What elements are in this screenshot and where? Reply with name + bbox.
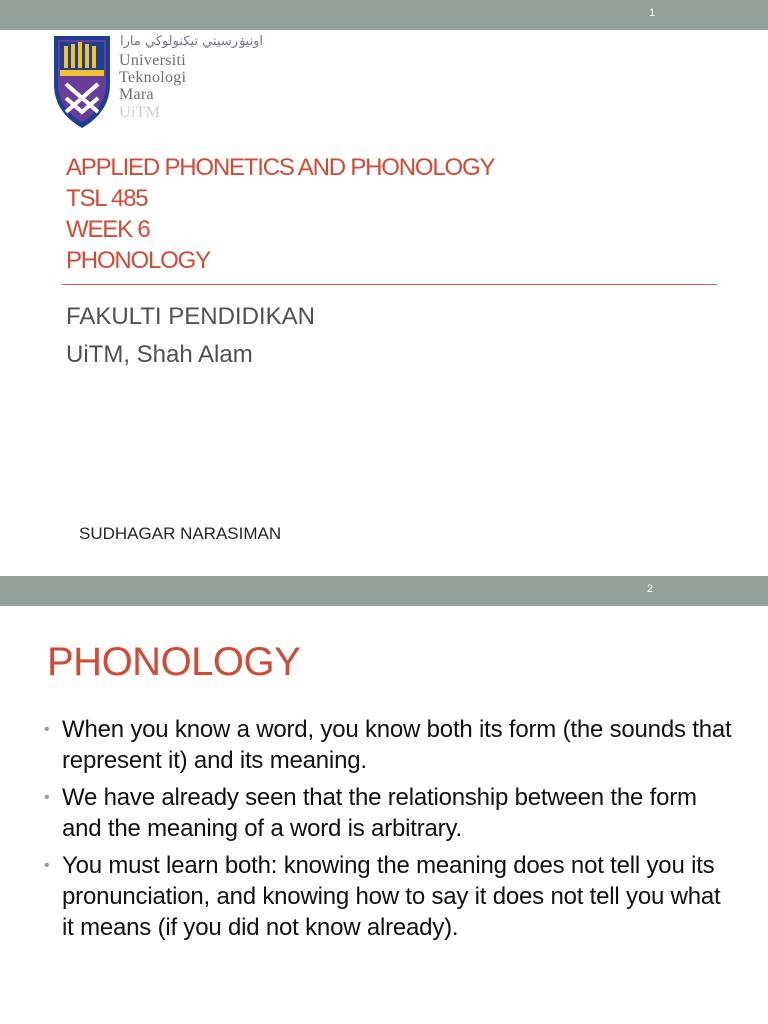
bullet-icon: •: [44, 857, 50, 874]
logo-text-line: Mara: [119, 86, 154, 103]
slide-title: [66, 152, 494, 276]
logo-text-line: UiTM: [119, 104, 161, 121]
title-line: WEEK 6: [66, 216, 150, 243]
bullet-icon: •: [44, 789, 50, 806]
title-divider: [62, 284, 717, 285]
title-line: PHONOLOGY: [66, 247, 210, 274]
slide-subtitle: [66, 298, 315, 374]
bullet-list: [44, 714, 734, 949]
university-logo: [50, 32, 264, 132]
logo-text-line: Teknologi: [119, 69, 187, 86]
bullet-item: [44, 782, 734, 844]
bullet-text: When you know a word, you know both its form (the sounds that represent it) and its meaning.: [62, 716, 732, 774]
logo-arabic-text: اونيۏرسيتي تيكنولوڬي مارا: [120, 34, 264, 49]
bullet-item: [44, 714, 734, 776]
author-name: SUDHAGAR NARASIMAN: [79, 524, 282, 543]
title-line: TSL 485: [66, 185, 148, 212]
subtitle-line: FAKULTI PENDIDIKAN: [66, 303, 315, 330]
bullet-icon: •: [44, 721, 50, 738]
shield-emblem-icon: [50, 32, 114, 132]
slide-2: [0, 576, 768, 1024]
slide-number: 2: [647, 583, 654, 595]
bullet-text: You must learn both: knowing the meaning does not tell you its pronunciation, and knowing how to say it does not tell you what it means (if you did not know already).: [62, 852, 721, 941]
slide-title: PHONOLOGY: [47, 640, 301, 684]
logo-text-line: Universiti: [119, 52, 186, 69]
bullet-text: We have already seen that the relationship between the form and the meaning of a word is arbitrary.: [62, 784, 697, 842]
title-line: APPLIED PHONETICS AND PHONOLOGY: [66, 154, 495, 181]
subtitle-line: UiTM, Shah Alam: [66, 341, 253, 368]
bullet-item: [44, 850, 734, 943]
slide-number: 1: [649, 7, 656, 19]
